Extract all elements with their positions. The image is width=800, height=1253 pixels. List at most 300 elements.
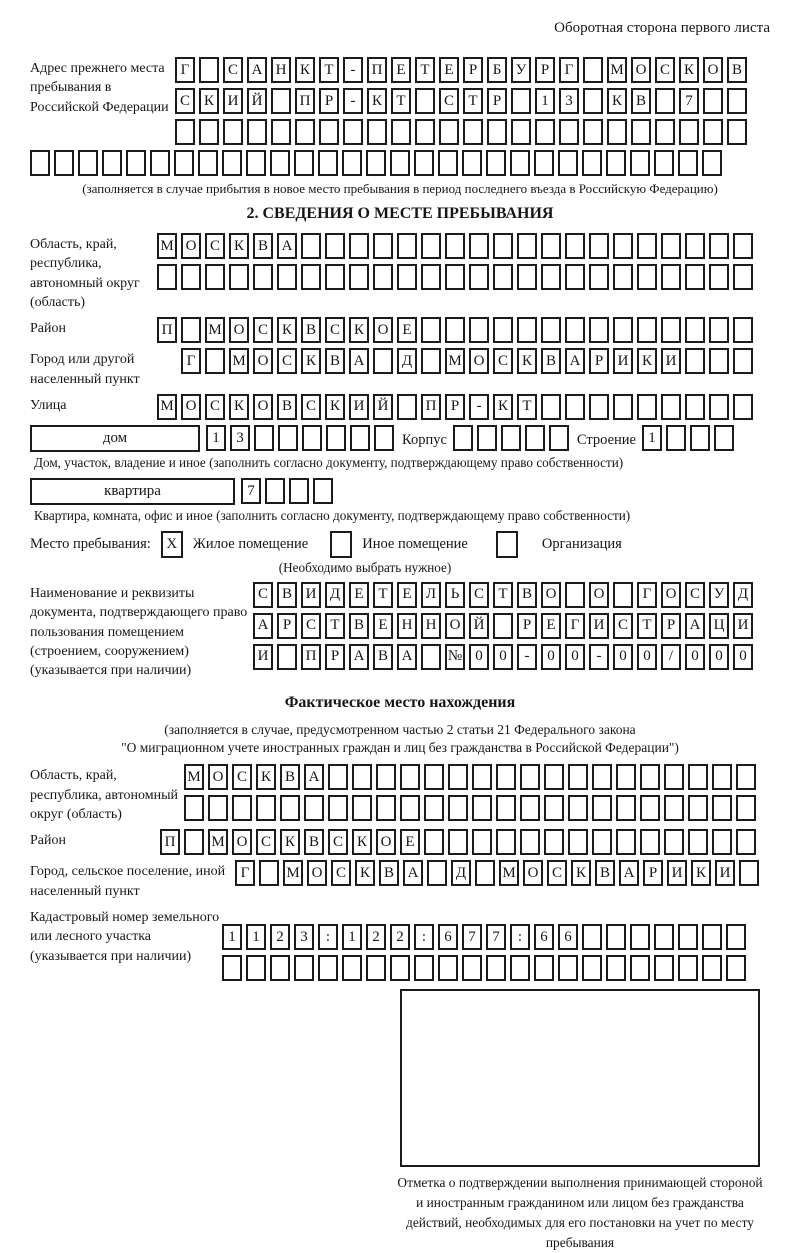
form-cell[interactable] bbox=[414, 955, 434, 981]
form-cell[interactable] bbox=[462, 150, 482, 176]
form-cell[interactable] bbox=[343, 119, 363, 145]
form-cell[interactable] bbox=[712, 764, 732, 790]
form-cell[interactable]: Р bbox=[319, 88, 339, 114]
form-cell[interactable]: О bbox=[523, 860, 543, 886]
form-cell[interactable]: А bbox=[349, 348, 369, 374]
fact-raion-row[interactable] bbox=[160, 829, 756, 855]
form-cell[interactable]: 2 bbox=[270, 924, 290, 950]
form-cell[interactable] bbox=[342, 150, 362, 176]
form-cell[interactable] bbox=[685, 233, 705, 259]
form-cell[interactable] bbox=[520, 764, 540, 790]
form-cell[interactable] bbox=[727, 88, 747, 114]
kvartira-box[interactable]: квартира bbox=[30, 478, 235, 505]
form-cell[interactable] bbox=[544, 764, 564, 790]
form-cell[interactable] bbox=[352, 764, 372, 790]
form-cell[interactable] bbox=[477, 425, 497, 451]
form-cell[interactable] bbox=[415, 88, 435, 114]
form-cell[interactable] bbox=[703, 119, 723, 145]
form-cell[interactable] bbox=[678, 924, 698, 950]
form-cell[interactable] bbox=[294, 955, 314, 981]
form-cell[interactable]: Р bbox=[643, 860, 663, 886]
fact-gorod-row[interactable] bbox=[235, 860, 759, 886]
form-cell[interactable] bbox=[592, 764, 612, 790]
form-cell[interactable] bbox=[397, 264, 417, 290]
form-cell[interactable]: : bbox=[510, 924, 530, 950]
form-cell[interactable] bbox=[511, 88, 531, 114]
form-cell[interactable] bbox=[739, 860, 759, 886]
form-cell[interactable]: Г bbox=[175, 57, 195, 83]
form-cell[interactable]: А bbox=[565, 348, 585, 374]
form-cell[interactable] bbox=[654, 150, 674, 176]
form-cell[interactable] bbox=[184, 795, 204, 821]
form-cell[interactable]: К bbox=[691, 860, 711, 886]
form-cell[interactable] bbox=[30, 150, 50, 176]
form-cell[interactable] bbox=[390, 150, 410, 176]
zhiloe-checkbox[interactable]: X bbox=[161, 531, 183, 558]
form-cell[interactable]: Р bbox=[325, 644, 345, 670]
form-cell[interactable] bbox=[289, 478, 309, 504]
form-cell[interactable] bbox=[630, 924, 650, 950]
form-cell[interactable]: К bbox=[355, 860, 375, 886]
form-cell[interactable] bbox=[541, 264, 561, 290]
kvartira-cells[interactable] bbox=[241, 478, 333, 504]
form-cell[interactable]: О bbox=[589, 582, 609, 608]
fact-oblast-row-2[interactable] bbox=[184, 795, 756, 821]
form-cell[interactable] bbox=[318, 955, 338, 981]
form-cell[interactable] bbox=[654, 955, 674, 981]
form-cell[interactable] bbox=[559, 119, 579, 145]
document-row-2[interactable] bbox=[253, 613, 753, 639]
form-cell[interactable]: 7 bbox=[486, 924, 506, 950]
form-cell[interactable]: В bbox=[349, 613, 369, 639]
form-cell[interactable] bbox=[733, 348, 753, 374]
form-cell[interactable] bbox=[640, 829, 660, 855]
form-cell[interactable]: Т bbox=[391, 88, 411, 114]
form-cell[interactable]: С bbox=[205, 233, 225, 259]
form-cell[interactable] bbox=[589, 394, 609, 420]
form-cell[interactable]: С bbox=[301, 394, 321, 420]
form-cell[interactable]: О bbox=[307, 860, 327, 886]
form-cell[interactable]: 7 bbox=[679, 88, 699, 114]
form-cell[interactable]: В bbox=[373, 644, 393, 670]
oblast-row-2[interactable] bbox=[157, 264, 753, 290]
form-cell[interactable]: Й bbox=[247, 88, 267, 114]
form-cell[interactable] bbox=[637, 233, 657, 259]
form-cell[interactable] bbox=[510, 955, 530, 981]
form-cell[interactable] bbox=[424, 829, 444, 855]
form-cell[interactable] bbox=[582, 924, 602, 950]
form-cell[interactable] bbox=[325, 233, 345, 259]
form-cell[interactable] bbox=[424, 795, 444, 821]
form-cell[interactable]: Т bbox=[415, 57, 435, 83]
form-cell[interactable]: О bbox=[253, 348, 273, 374]
form-cell[interactable] bbox=[727, 119, 747, 145]
form-cell[interactable] bbox=[592, 795, 612, 821]
form-cell[interactable] bbox=[256, 795, 276, 821]
form-cell[interactable]: Д bbox=[451, 860, 471, 886]
form-cell[interactable]: 1 bbox=[342, 924, 362, 950]
form-cell[interactable]: А bbox=[253, 613, 273, 639]
form-cell[interactable] bbox=[496, 764, 516, 790]
form-cell[interactable] bbox=[733, 233, 753, 259]
form-cell[interactable] bbox=[448, 795, 468, 821]
form-cell[interactable]: Д bbox=[397, 348, 417, 374]
form-cell[interactable] bbox=[486, 150, 506, 176]
form-cell[interactable] bbox=[304, 795, 324, 821]
form-cell[interactable]: Т bbox=[319, 57, 339, 83]
form-cell[interactable]: О bbox=[703, 57, 723, 83]
form-cell[interactable]: С bbox=[331, 860, 351, 886]
form-cell[interactable] bbox=[472, 764, 492, 790]
form-cell[interactable] bbox=[208, 795, 228, 821]
form-cell[interactable] bbox=[511, 119, 531, 145]
form-cell[interactable] bbox=[352, 795, 372, 821]
form-cell[interactable] bbox=[589, 264, 609, 290]
form-cell[interactable]: 0 bbox=[685, 644, 705, 670]
form-cell[interactable]: Т bbox=[517, 394, 537, 420]
form-cell[interactable] bbox=[709, 233, 729, 259]
form-cell[interactable] bbox=[690, 425, 710, 451]
form-cell[interactable] bbox=[496, 829, 516, 855]
form-cell[interactable] bbox=[175, 119, 195, 145]
form-cell[interactable] bbox=[541, 317, 561, 343]
form-cell[interactable] bbox=[565, 264, 585, 290]
form-cell[interactable] bbox=[400, 764, 420, 790]
form-cell[interactable]: Г bbox=[235, 860, 255, 886]
form-cell[interactable]: В bbox=[379, 860, 399, 886]
form-cell[interactable] bbox=[270, 150, 290, 176]
form-cell[interactable] bbox=[613, 582, 633, 608]
form-cell[interactable] bbox=[349, 233, 369, 259]
form-cell[interactable]: О bbox=[181, 233, 201, 259]
kadastr-row-1[interactable] bbox=[222, 924, 746, 950]
form-cell[interactable]: И bbox=[589, 613, 609, 639]
form-cell[interactable]: С bbox=[493, 348, 513, 374]
form-cell[interactable]: О bbox=[661, 582, 681, 608]
form-cell[interactable] bbox=[568, 764, 588, 790]
form-cell[interactable]: К bbox=[229, 394, 249, 420]
form-cell[interactable]: П bbox=[157, 317, 177, 343]
form-cell[interactable]: П bbox=[301, 644, 321, 670]
form-cell[interactable]: К bbox=[295, 57, 315, 83]
form-cell[interactable] bbox=[424, 764, 444, 790]
form-cell[interactable] bbox=[184, 829, 204, 855]
form-cell[interactable]: М bbox=[157, 233, 177, 259]
form-cell[interactable] bbox=[205, 348, 225, 374]
form-cell[interactable]: К bbox=[349, 317, 369, 343]
form-cell[interactable] bbox=[415, 119, 435, 145]
form-cell[interactable] bbox=[469, 264, 489, 290]
form-cell[interactable] bbox=[328, 795, 348, 821]
form-cell[interactable]: В bbox=[253, 233, 273, 259]
form-cell[interactable] bbox=[661, 264, 681, 290]
form-cell[interactable] bbox=[613, 317, 633, 343]
form-cell[interactable] bbox=[616, 795, 636, 821]
form-cell[interactable] bbox=[325, 264, 345, 290]
form-cell[interactable] bbox=[487, 119, 507, 145]
form-cell[interactable]: И bbox=[715, 860, 735, 886]
form-cell[interactable] bbox=[301, 233, 321, 259]
form-cell[interactable] bbox=[630, 150, 650, 176]
form-cell[interactable]: О bbox=[208, 764, 228, 790]
form-cell[interactable]: И bbox=[301, 582, 321, 608]
form-cell[interactable] bbox=[541, 233, 561, 259]
form-cell[interactable] bbox=[421, 317, 441, 343]
form-cell[interactable]: О bbox=[181, 394, 201, 420]
form-cell[interactable] bbox=[271, 88, 291, 114]
form-cell[interactable] bbox=[277, 644, 297, 670]
form-cell[interactable]: Р bbox=[445, 394, 465, 420]
form-cell[interactable] bbox=[246, 150, 266, 176]
form-cell[interactable]: И bbox=[667, 860, 687, 886]
form-cell[interactable]: Н bbox=[271, 57, 291, 83]
form-cell[interactable] bbox=[736, 829, 756, 855]
form-cell[interactable] bbox=[688, 795, 708, 821]
form-cell[interactable] bbox=[517, 233, 537, 259]
form-cell[interactable]: Н bbox=[421, 613, 441, 639]
dom-cells[interactable] bbox=[206, 425, 394, 451]
form-cell[interactable] bbox=[438, 150, 458, 176]
form-cell[interactable] bbox=[421, 644, 441, 670]
form-cell[interactable]: / bbox=[661, 644, 681, 670]
form-cell[interactable] bbox=[427, 860, 447, 886]
form-cell[interactable]: К bbox=[256, 764, 276, 790]
form-cell[interactable] bbox=[414, 150, 434, 176]
form-cell[interactable] bbox=[493, 264, 513, 290]
form-cell[interactable] bbox=[525, 425, 545, 451]
form-cell[interactable]: О bbox=[631, 57, 651, 83]
form-cell[interactable] bbox=[541, 394, 561, 420]
form-cell[interactable]: А bbox=[247, 57, 267, 83]
form-cell[interactable] bbox=[277, 264, 297, 290]
form-cell[interactable] bbox=[376, 764, 396, 790]
form-cell[interactable]: С bbox=[301, 613, 321, 639]
form-cell[interactable] bbox=[549, 425, 569, 451]
form-cell[interactable]: У bbox=[709, 582, 729, 608]
form-cell[interactable] bbox=[534, 150, 554, 176]
org-checkbox[interactable] bbox=[496, 531, 518, 558]
form-cell[interactable] bbox=[463, 119, 483, 145]
form-cell[interactable] bbox=[126, 150, 146, 176]
form-cell[interactable] bbox=[157, 264, 177, 290]
form-cell[interactable] bbox=[714, 425, 734, 451]
form-cell[interactable] bbox=[678, 955, 698, 981]
form-cell[interactable]: Р bbox=[487, 88, 507, 114]
form-cell[interactable] bbox=[661, 233, 681, 259]
form-cell[interactable]: Д bbox=[733, 582, 753, 608]
form-cell[interactable] bbox=[582, 150, 602, 176]
form-cell[interactable]: А bbox=[349, 644, 369, 670]
form-cell[interactable] bbox=[445, 264, 465, 290]
form-cell[interactable] bbox=[469, 317, 489, 343]
form-cell[interactable] bbox=[350, 425, 370, 451]
form-cell[interactable] bbox=[373, 233, 393, 259]
dom-box[interactable]: дом bbox=[30, 425, 200, 452]
form-cell[interactable] bbox=[318, 150, 338, 176]
form-cell[interactable]: 1 bbox=[535, 88, 555, 114]
form-cell[interactable] bbox=[616, 829, 636, 855]
form-cell[interactable] bbox=[568, 829, 588, 855]
form-cell[interactable] bbox=[726, 924, 746, 950]
form-cell[interactable]: Е bbox=[373, 613, 393, 639]
form-cell[interactable]: 6 bbox=[558, 924, 578, 950]
form-cell[interactable] bbox=[174, 150, 194, 176]
form-cell[interactable] bbox=[709, 264, 729, 290]
form-cell[interactable]: С bbox=[253, 317, 273, 343]
form-cell[interactable] bbox=[421, 264, 441, 290]
form-cell[interactable]: К bbox=[199, 88, 219, 114]
form-cell[interactable]: Т bbox=[493, 582, 513, 608]
form-cell[interactable] bbox=[544, 829, 564, 855]
form-cell[interactable] bbox=[637, 317, 657, 343]
form-cell[interactable]: М bbox=[283, 860, 303, 886]
form-cell[interactable] bbox=[685, 394, 705, 420]
form-cell[interactable]: И bbox=[613, 348, 633, 374]
form-cell[interactable]: - bbox=[589, 644, 609, 670]
form-cell[interactable]: К bbox=[301, 348, 321, 374]
form-cell[interactable] bbox=[520, 829, 540, 855]
form-cell[interactable]: С bbox=[613, 613, 633, 639]
form-cell[interactable] bbox=[606, 955, 626, 981]
form-cell[interactable]: 0 bbox=[493, 644, 513, 670]
form-cell[interactable]: Е bbox=[391, 57, 411, 83]
form-cell[interactable]: Г bbox=[565, 613, 585, 639]
form-cell[interactable]: М bbox=[499, 860, 519, 886]
form-cell[interactable] bbox=[709, 348, 729, 374]
form-cell[interactable]: К bbox=[325, 394, 345, 420]
form-cell[interactable] bbox=[448, 764, 468, 790]
form-cell[interactable]: В bbox=[517, 582, 537, 608]
form-cell[interactable] bbox=[367, 119, 387, 145]
form-cell[interactable]: К bbox=[280, 829, 300, 855]
stroenie-cells[interactable] bbox=[642, 425, 734, 451]
form-cell[interactable] bbox=[472, 829, 492, 855]
form-cell[interactable] bbox=[462, 955, 482, 981]
form-cell[interactable] bbox=[448, 829, 468, 855]
form-cell[interactable] bbox=[376, 795, 396, 821]
form-cell[interactable] bbox=[265, 478, 285, 504]
form-cell[interactable]: В bbox=[631, 88, 651, 114]
form-cell[interactable]: Е bbox=[397, 317, 417, 343]
form-cell[interactable]: 6 bbox=[438, 924, 458, 950]
form-cell[interactable]: Г bbox=[559, 57, 579, 83]
form-cell[interactable]: С bbox=[232, 764, 252, 790]
form-cell[interactable] bbox=[328, 764, 348, 790]
form-cell[interactable]: 7 bbox=[241, 478, 261, 504]
form-cell[interactable]: Р bbox=[661, 613, 681, 639]
form-cell[interactable]: В bbox=[304, 829, 324, 855]
form-cell[interactable] bbox=[517, 317, 537, 343]
form-cell[interactable]: О bbox=[232, 829, 252, 855]
form-cell[interactable]: О bbox=[445, 613, 465, 639]
form-cell[interactable] bbox=[254, 425, 274, 451]
form-cell[interactable]: К bbox=[679, 57, 699, 83]
oblast-row-1[interactable] bbox=[157, 233, 753, 259]
form-cell[interactable] bbox=[223, 119, 243, 145]
form-cell[interactable]: К bbox=[607, 88, 627, 114]
form-cell[interactable]: 0 bbox=[733, 644, 753, 670]
form-cell[interactable]: К bbox=[493, 394, 513, 420]
form-cell[interactable] bbox=[342, 955, 362, 981]
form-cell[interactable]: Б bbox=[487, 57, 507, 83]
form-cell[interactable]: Т bbox=[637, 613, 657, 639]
form-cell[interactable] bbox=[247, 119, 267, 145]
form-cell[interactable] bbox=[685, 348, 705, 374]
form-cell[interactable]: 1 bbox=[642, 425, 662, 451]
form-cell[interactable] bbox=[592, 829, 612, 855]
form-cell[interactable]: 7 bbox=[462, 924, 482, 950]
form-cell[interactable]: К bbox=[517, 348, 537, 374]
form-cell[interactable] bbox=[565, 394, 585, 420]
form-cell[interactable] bbox=[445, 317, 465, 343]
form-cell[interactable]: М bbox=[205, 317, 225, 343]
form-cell[interactable]: С bbox=[277, 348, 297, 374]
form-cell[interactable]: В bbox=[325, 348, 345, 374]
form-cell[interactable] bbox=[565, 582, 585, 608]
form-cell[interactable] bbox=[589, 317, 609, 343]
form-cell[interactable] bbox=[349, 264, 369, 290]
form-cell[interactable]: А bbox=[619, 860, 639, 886]
form-cell[interactable] bbox=[301, 264, 321, 290]
inoe-checkbox[interactable] bbox=[330, 531, 352, 558]
form-cell[interactable]: 3 bbox=[559, 88, 579, 114]
form-cell[interactable] bbox=[397, 233, 417, 259]
form-cell[interactable]: Й bbox=[469, 613, 489, 639]
gorod-row[interactable] bbox=[181, 348, 753, 374]
form-cell[interactable] bbox=[558, 150, 578, 176]
form-cell[interactable] bbox=[637, 394, 657, 420]
form-cell[interactable] bbox=[294, 150, 314, 176]
form-cell[interactable]: Г bbox=[181, 348, 201, 374]
form-cell[interactable]: П bbox=[160, 829, 180, 855]
form-cell[interactable]: И bbox=[223, 88, 243, 114]
form-cell[interactable] bbox=[685, 317, 705, 343]
form-cell[interactable] bbox=[661, 394, 681, 420]
form-cell[interactable] bbox=[199, 119, 219, 145]
form-cell[interactable] bbox=[631, 119, 651, 145]
form-cell[interactable]: А bbox=[685, 613, 705, 639]
form-cell[interactable]: К bbox=[352, 829, 372, 855]
form-cell[interactable] bbox=[181, 264, 201, 290]
form-cell[interactable]: Р bbox=[535, 57, 555, 83]
form-cell[interactable] bbox=[613, 233, 633, 259]
form-cell[interactable]: : bbox=[414, 924, 434, 950]
form-cell[interactable] bbox=[510, 150, 530, 176]
form-cell[interactable]: П bbox=[421, 394, 441, 420]
form-cell[interactable] bbox=[397, 394, 417, 420]
form-cell[interactable] bbox=[685, 264, 705, 290]
form-cell[interactable]: Р bbox=[463, 57, 483, 83]
form-cell[interactable] bbox=[373, 348, 393, 374]
form-cell[interactable]: - bbox=[343, 88, 363, 114]
form-cell[interactable]: С bbox=[256, 829, 276, 855]
form-cell[interactable] bbox=[654, 924, 674, 950]
form-cell[interactable] bbox=[253, 264, 273, 290]
form-cell[interactable]: А bbox=[403, 860, 423, 886]
form-cell[interactable] bbox=[664, 764, 684, 790]
form-cell[interactable] bbox=[54, 150, 74, 176]
form-cell[interactable] bbox=[613, 264, 633, 290]
form-cell[interactable]: С bbox=[175, 88, 195, 114]
form-cell[interactable] bbox=[246, 955, 266, 981]
form-cell[interactable]: Р bbox=[589, 348, 609, 374]
form-cell[interactable] bbox=[606, 150, 626, 176]
form-cell[interactable]: К bbox=[637, 348, 657, 374]
form-cell[interactable] bbox=[583, 57, 603, 83]
form-cell[interactable] bbox=[535, 119, 555, 145]
form-cell[interactable]: Д bbox=[325, 582, 345, 608]
form-cell[interactable] bbox=[102, 150, 122, 176]
